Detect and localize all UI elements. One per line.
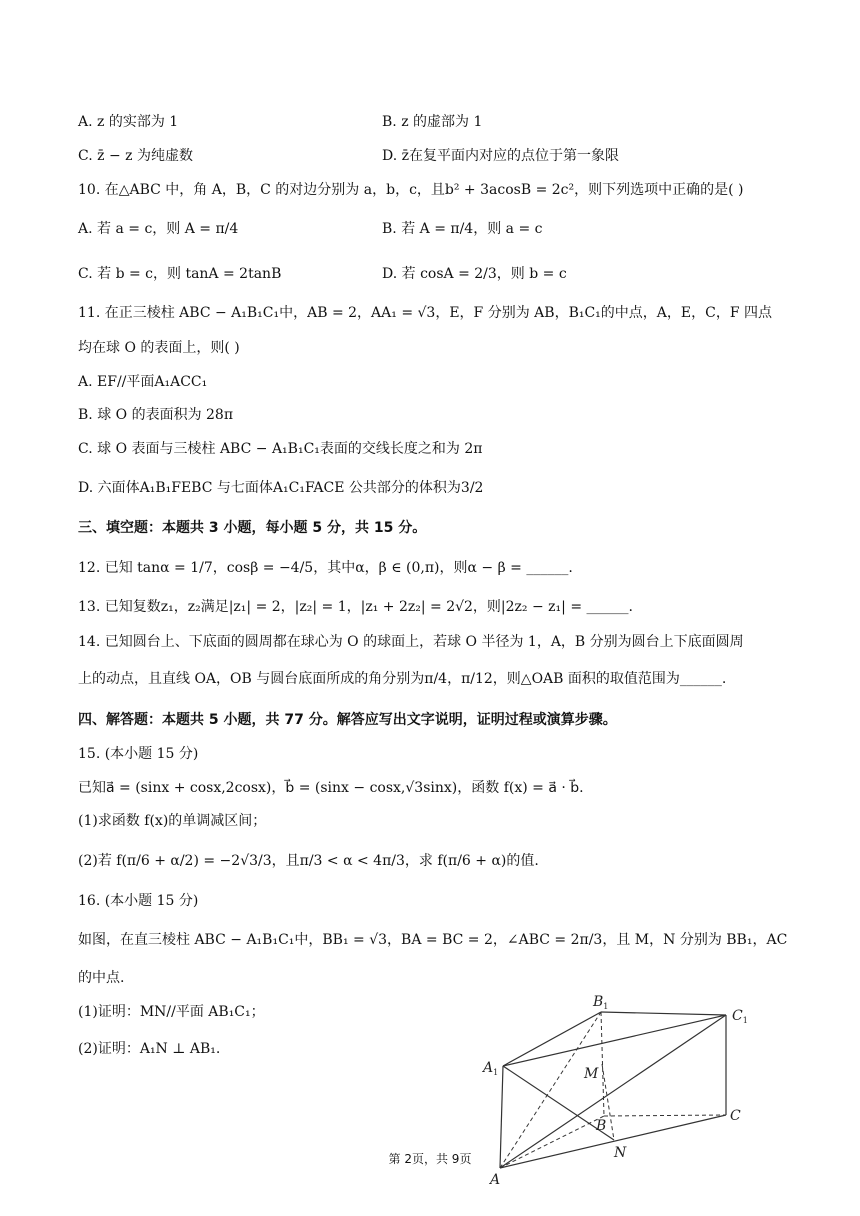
q16-heading: 16. (本小题 15 分) (78, 893, 199, 909)
q10-option-b: B. 若 A = π/4，则 a = c (382, 221, 543, 237)
q16-stem-line1: 如图，在直三棱柱 ABC − A₁B₁C₁中，BB₁ = √3，BA = BC = 2，∠ABC = 2π/3，且 M，N 分别为 BB₁，AC (78, 932, 788, 948)
label-a1: $A_1$ (483, 1060, 499, 1077)
edge-a1-b1 (503, 1012, 601, 1066)
hidden-edge-b-c (604, 1115, 726, 1116)
label-a: A (490, 1172, 501, 1188)
q11-option-a: A. EF//平面A₁ACC₁ (78, 374, 208, 390)
q9-option-c: C. z̄ − z 为纯虚数 (78, 148, 193, 164)
q16-stem-line2: 的中点. (78, 970, 125, 986)
q11-option-d: D. 六面体A₁B₁FEBC 与七面体A₁C₁FACE 公共部分的体积为3/2 (78, 480, 484, 496)
section-3-heading: 三、填空题：本题共 3 小题，每小题 5 分，共 15 分。 (78, 520, 427, 536)
section-4-heading: 四、解答题：本题共 5 小题，共 77 分。解答应写出文字说明，证明过程或演算步骤。 (78, 712, 617, 728)
q12: 12. 已知 tanα = 1/7，cosβ = −4/5，其中α，β ∈ (0,π)，则α − β = ______. (78, 560, 573, 576)
page-footer: 第 2页，共 9页 (388, 1152, 472, 1166)
q15-given: 已知a⃗ = (sinx + cosx,2cosx)，b⃗ = (sinx − cosx,√3sinx)，函数 f(x) = a⃗ · b⃗. (78, 780, 584, 796)
q10-option-a: A. 若 a = c，则 A = π/4 (78, 221, 239, 237)
q9-option-a: A. z 的实部为 1 (78, 114, 179, 130)
q9-option-b: B. z 的虚部为 1 (382, 114, 483, 130)
q16-part2: (2)证明：A₁N ⊥ AB₁. (78, 1041, 221, 1057)
q13: 13. 已知复数z₁，z₂满足|z₁| = 2，|z₂| = 1，|z₁ + 2z₂| = 2√2，则|2z₂ − z₁| = ______. (78, 599, 633, 615)
q11-stem-line2: 均在球 O 的表面上，则( ) (78, 340, 240, 356)
q15-heading: 15. (本小题 15 分) (78, 746, 199, 762)
q11-option-b: B. 球 O 的表面积为 28π (78, 407, 234, 423)
q10-stem: 10. 在△ABC 中，角 A，B，C 的对边分别为 a，b，c，且b² + 3acosB = 2c²，则下列选项中正确的是( ) (78, 182, 744, 198)
label-n: N (614, 1145, 627, 1161)
q14-line1: 14. 已知圆台上、下底面的圆周都在球心为 O 的球面上，若球 O 半径为 1，A，B 分别为圆台上下底面圆周 (78, 634, 744, 650)
q16-part1: (1)证明：MN//平面 AB₁C₁； (78, 1004, 265, 1020)
label-b1: $B_1$ (593, 994, 609, 1011)
label-b: B (596, 1118, 607, 1134)
edge-b1-c1 (601, 1012, 726, 1015)
q10-option-d: D. 若 cosA = 2/3，则 b = c (382, 266, 567, 282)
q9-option-d: D. z̄在复平面内对应的点位于第一象限 (382, 148, 620, 164)
q15-part2: (2)若 f(π/6 + α/2) = −2√3/3，且π/3 < α < 4π/3，求 f(π/6 + α)的值. (78, 853, 539, 869)
edge-a1-c1 (503, 1015, 726, 1066)
q11-option-c: C. 球 O 表面与三棱柱 ABC − A₁B₁C₁表面的交线长度之和为 2π (78, 441, 483, 457)
label-c1: $C_1$ (732, 1008, 748, 1025)
q14-line2: 上的动点，且直线 OA，OB 与圆台底面所成的角分别为π/4，π/12，则△OAB 面积的取值范围为______. (78, 671, 727, 687)
hidden-segment-a-b1 (500, 1012, 601, 1168)
label-c: C (730, 1108, 741, 1124)
q11-stem-line1: 11. 在正三棱柱 ABC − A₁B₁C₁中，AB = 2，AA₁ = √3，E，F 分别为 AB，B₁C₁的中点，A，E，C，F 四点 (78, 305, 773, 321)
q10-option-c: C. 若 b = c，则 tanA = 2tanB (78, 266, 282, 282)
q15-part1: (1)求函数 f(x)的单调减区间； (78, 813, 267, 829)
label-m: M (584, 1066, 599, 1082)
edge-a-c1 (500, 1015, 726, 1168)
